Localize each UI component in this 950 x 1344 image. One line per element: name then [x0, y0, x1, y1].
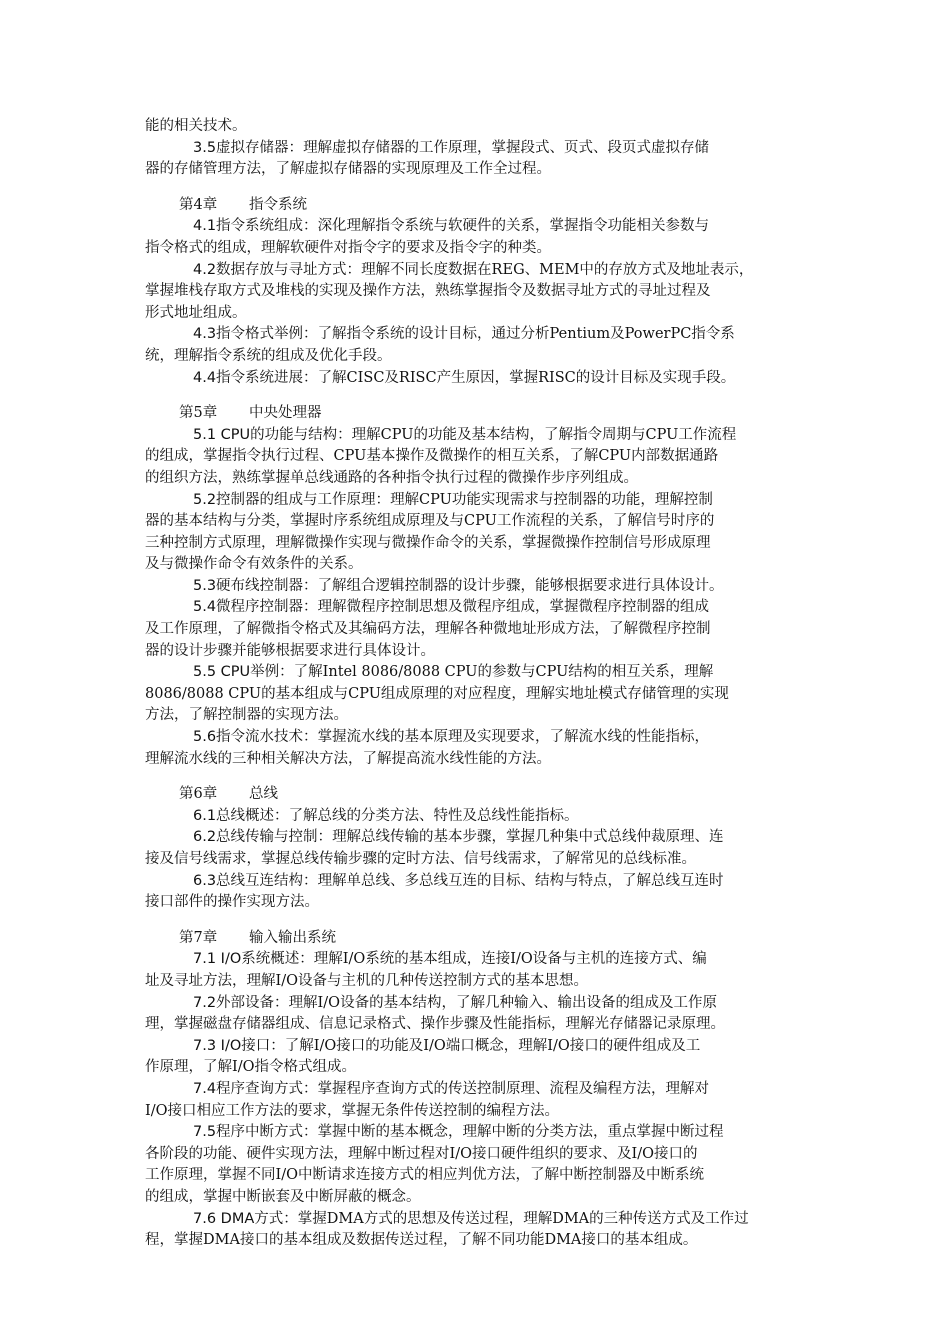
- paragraph-line: 及工作原理，了解微指令格式及其编码方法，理解各种微地址形成方法，了解微程序控制: [145, 621, 711, 638]
- chapter-number: 第7章: [179, 929, 218, 946]
- section-label: 5.2控制器的组成与工作原理：: [193, 491, 391, 508]
- paragraph-text: 理解总线传输的基本步骤，掌握几种集中式总线仲裁原理、连: [332, 829, 724, 846]
- paragraph-line: 作原理，了解I/O指令格式组成。: [145, 1059, 356, 1076]
- paragraph-line: 方法，了解控制器的实现方法。: [145, 707, 348, 724]
- paragraph-first-line: [145, 949, 820, 971]
- paragraph-line: I/O接口相应工作方法的要求，掌握无条件传送控制的编程方法。: [145, 1102, 559, 1119]
- continuation-line: 能的相关技术。: [145, 118, 247, 134]
- paragraph-first-line: [145, 216, 820, 238]
- paragraph-text: 掌握程序查询方式的传送控制原理、流程及编程方法，理解对: [317, 1080, 710, 1097]
- chapter-heading: [145, 195, 820, 217]
- paragraph-text: 了解总线的分类方法、特性及总线性能指标。: [288, 807, 579, 824]
- section-label: 4.2数据存放与寻址方式：: [193, 261, 362, 278]
- chapter-list: [145, 195, 820, 1252]
- paragraph-first-line: [145, 260, 820, 282]
- chapter-heading: [145, 784, 820, 806]
- chapter-title: 总线: [249, 786, 278, 803]
- section-label: 7.5程序中断方式：: [193, 1124, 318, 1141]
- section-label: 3.5虚拟存储器：: [193, 139, 304, 156]
- section-label: 7.6 DMA方式：: [193, 1210, 298, 1227]
- paragraph-line: 掌握堆栈存取方式及堆栈的实现及操作方法，熟练掌握指令及数据寻址方式的寻址过程及: [145, 283, 711, 300]
- chapter-title: 中央处理器: [249, 405, 322, 422]
- section-3-5: [145, 138, 820, 181]
- paragraph-line: 程，掌握DMA接口的基本组成及数据传送过程，了解不同功能DMA接口的基本组成。: [145, 1232, 698, 1249]
- chapter-number: 第6章: [179, 786, 218, 803]
- paragraph-line: 统，理解指令系统的组成及优化手段。: [145, 347, 392, 364]
- paragraph-text: 了解组合逻辑控制器的设计步骤，能够根据要求进行具体设计。: [317, 577, 724, 594]
- paragraph-text: 理解I/O系统的基本组成，连接I/O设备与主机的连接方式、编: [313, 951, 707, 968]
- section-label: 4.3指令格式举例：: [193, 326, 318, 343]
- paragraph-line: 各阶段的功能、硬件实现方法，理解中断过程对I/O接口硬件组织的要求、及I/O接口的: [145, 1145, 698, 1162]
- paragraph-text: 理解不同长度数据在REG、MEM中的存放方式及地址表示，: [361, 261, 754, 278]
- chapter-title: 输入输出系统: [249, 929, 336, 946]
- paragraph-first-line: [145, 1036, 820, 1058]
- section-label: 5.1 CPU的功能与结构：: [193, 426, 352, 443]
- paragraph-text: 掌握中断的基本概念，理解中断的分类方法，重点掌握中断过程: [317, 1124, 724, 1141]
- paragraph-text: 了解I/O接口的功能及I/O端口概念，理解I/O接口的硬件组成及工: [284, 1037, 701, 1054]
- paragraph-text: 了解Intel 8086/8088 CPU的参数与CPU结构的相互关系，理解: [293, 664, 714, 681]
- paragraph-first-line: [145, 1079, 820, 1101]
- paragraph-line: 器的基本结构与分类，掌握时序系统组成原理及与CPU工作流程的关系，了解信号时序的: [145, 513, 715, 530]
- paragraph-line: 的组成，掌握中断嵌套及中断屏蔽的概念。: [145, 1188, 421, 1205]
- paragraph-line: 理解流水线的三种相关解决方法，了解提高流水线性能的方法。: [145, 750, 551, 767]
- paragraph-first-line: [145, 806, 820, 828]
- paragraph-line: 工作原理，掌握不同I/O中断请求连接方式的相应判优方法，了解中断控制器及中断系统: [145, 1167, 704, 1184]
- paragraph-first-line: [145, 597, 820, 619]
- section-label: 6.1总线概述：: [193, 807, 289, 824]
- paragraph-text: 掌握DMA方式的思想及传送过程，理解DMA的三种传送方式及工作过: [297, 1210, 749, 1227]
- paragraph-line: 址及寻址方法，理解I/O设备与主机的几种传送控制方式的基本思想。: [145, 972, 588, 989]
- section-label: 6.2总线传输与控制：: [193, 829, 333, 846]
- paragraph-line: 8086/8088 CPU的基本组成与CPU组成原理的对应程度，理解实地址模式存储管理的实现: [145, 685, 729, 702]
- section-label: 7.2外部设备：: [193, 994, 289, 1011]
- chapter-title: 指令系统: [249, 196, 307, 213]
- paragraph-first-line: [145, 871, 820, 893]
- paragraph-line: 的组织方法，熟练掌握单总线通路的各种指令执行过程的微操作步序列组成。: [145, 469, 638, 486]
- paragraph-first-line: [145, 425, 820, 447]
- paragraph-first-line: [145, 368, 820, 390]
- paragraph-line: 的组成，掌握指令执行过程、CPU基本操作及微操作的相互关系，了解CPU内部数据通路: [145, 448, 719, 465]
- section-label: 5.6指令流水技术：: [193, 729, 318, 746]
- chapter-heading: [145, 403, 820, 425]
- section-label: 7.3 I/O接口：: [193, 1037, 285, 1054]
- paragraph-first-line: [145, 662, 820, 684]
- paragraph-first-line: [145, 993, 820, 1015]
- paragraph-first-line: [145, 324, 820, 346]
- paragraph-text: 了解CISC及RISC产生原因，掌握RISC的设计目标及实现手段。: [317, 369, 736, 386]
- paragraph-first-line: [145, 490, 820, 512]
- paragraph-line: 形式地址组成。: [145, 304, 247, 321]
- paragraph-line: 及与微操作命令有效条件的关系。: [145, 556, 363, 573]
- paragraph-first-line: [145, 1122, 820, 1144]
- paragraph-line: 器的存储管理方法，了解虚拟存储器的实现原理及工作全过程。: [145, 161, 551, 178]
- paragraph-first-line: [145, 827, 820, 849]
- section-label: 5.4微程序控制器：: [193, 599, 318, 616]
- section-label: 6.3总线互连结构：: [193, 872, 318, 889]
- section-label: 7.4程序查询方式：: [193, 1080, 318, 1097]
- paragraph-line: 接及信号线需求，掌握总线传输步骤的定时方法、信号线需求，了解常见的总线标准。: [145, 851, 696, 867]
- section-label: 7.1 I/O系统概述：: [193, 951, 314, 968]
- paragraph-first-line: [145, 576, 820, 598]
- chapter-heading: [145, 928, 820, 950]
- section-label: 4.1指令系统组成：: [193, 218, 318, 235]
- paragraph-text: 理解微程序控制思想及微程序组成，掌握微程序控制器的组成: [317, 599, 710, 616]
- paragraph-text: 掌握流水线的基本原理及实现要求，了解流水线的性能指标，: [317, 729, 710, 746]
- paragraph-text: 了解指令系统的设计目标，通过分析Pentium及PowerPC指令系: [317, 326, 735, 343]
- paragraph-text: 理解CPU功能实现需求与控制器的功能，理解控制: [390, 491, 713, 508]
- paragraph-line: 三种控制方式原理，理解微操作实现与微操作命令的关系，掌握微操作控制信号形成原理: [145, 534, 711, 551]
- paragraph-text: 理解I/O设备的基本结构，了解几种输入、输出设备的组成及工作原: [288, 994, 718, 1011]
- paragraph-text: 理解CPU的功能及基本结构，了解指令周期与CPU工作流程: [351, 426, 737, 443]
- paragraph-line: 器的设计步骤并能够根据要求进行具体设计。: [145, 642, 435, 659]
- chapter-number: 第5章: [179, 405, 218, 422]
- paragraph-text: 理解单总线、多总线互连的目标、结构与特点，了解总线互连时: [317, 872, 724, 889]
- paragraph-line: 接口部件的操作实现方法。: [145, 894, 319, 911]
- paragraph-text: 深化理解指令系统与软硬件的关系，掌握指令功能相关参数与: [317, 218, 710, 235]
- chapter-number: 第4章: [179, 196, 218, 213]
- section-label: 5.3硬布线控制器：: [193, 577, 318, 594]
- section-label: 5.5 CPU举例：: [193, 664, 294, 681]
- paragraph-first-line: [145, 727, 820, 749]
- paragraph-line: 指令格式的组成，理解软硬件对指令字的要求及指令字的种类。: [145, 239, 551, 256]
- paragraph-first-line: [145, 1209, 820, 1231]
- section-label: 4.4指令系统进展：: [193, 369, 318, 386]
- paragraph-first-line: [145, 138, 820, 160]
- paragraph-text: 理解虚拟存储器的工作原理，掌握段式、页式、段页式虚拟存储: [303, 139, 710, 156]
- paragraph-line: 理，掌握磁盘存储器组成、信息记录格式、操作步骤及性能指标，理解光存储器记录原理。: [145, 1016, 725, 1033]
